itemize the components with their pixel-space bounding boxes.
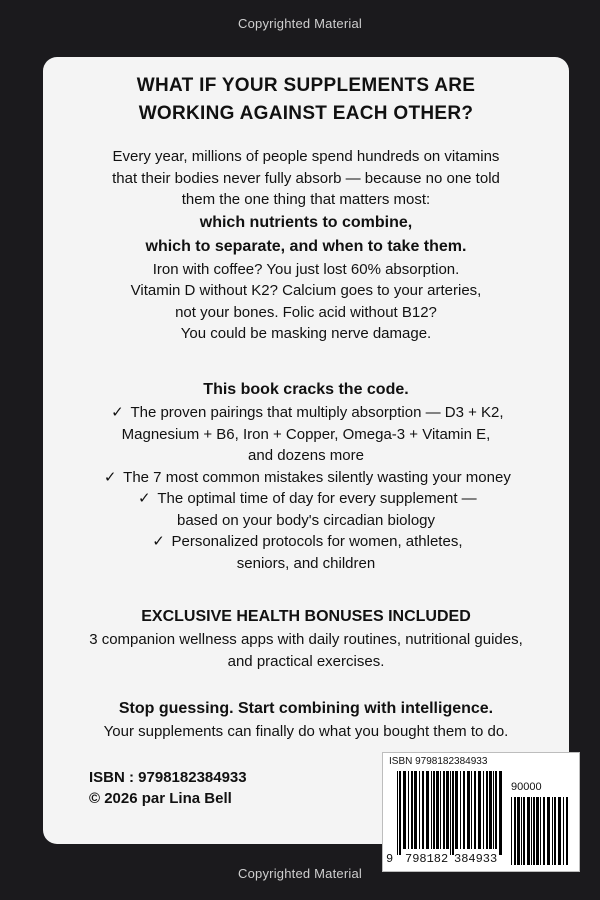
- benefits-section: [43, 378, 569, 574]
- bonus-line: and practical exercises.: [227, 652, 385, 670]
- benefit-text: The optimal time of day for every supplement —: [157, 490, 477, 507]
- barcode-digit-first: 9: [386, 852, 394, 866]
- isbn-barcode: [382, 752, 580, 872]
- benefit-item: [43, 467, 569, 489]
- closing-section: [43, 697, 569, 743]
- bonus-section: [43, 605, 569, 672]
- barcode-digits-left: 798182: [405, 852, 449, 866]
- copyright-text: © 2026 par Lina Bell: [89, 790, 232, 807]
- benefit-text: and dozens more: [248, 447, 364, 464]
- barcode-isbn-label: ISBN 9798182384933: [389, 756, 488, 767]
- isbn-text: ISBN : 9798182384933: [89, 769, 247, 786]
- copyright-watermark-bottom: Copyrighted Material: [238, 866, 362, 881]
- benefit-text: The 7 most common mistakes silently wasting your money: [123, 468, 511, 486]
- addon-barcode-bars: [511, 797, 568, 865]
- barcode-addon-digits: 90000: [511, 781, 542, 793]
- bonus-heading: EXCLUSIVE HEALTH BONUSES INCLUDED: [141, 608, 471, 625]
- benefits-heading: This book cracks the code.: [203, 381, 409, 398]
- example-line: You could be masking nerve damage.: [180, 325, 432, 342]
- checkmark-icon: ✓: [103, 468, 117, 486]
- back-cover-panel: [43, 57, 569, 844]
- intro-emphasis: which to separate, and when to take them.: [145, 237, 467, 255]
- example-line: Iron with coffee? You just lost 60% absorption.: [152, 260, 460, 278]
- example-line: Vitamin D without K2? Calcium goes to your arteries,: [130, 282, 482, 299]
- benefit-text: The proven pairings that multiply absorption — D3 + K2,: [130, 404, 504, 421]
- publication-info: [89, 767, 247, 809]
- benefit-text: seniors, and children: [236, 554, 376, 572]
- headline-line: WHAT IF YOUR SUPPLEMENTS ARE: [136, 75, 476, 96]
- closing-line: Your supplements can finally do what you bought them to do.: [103, 723, 509, 740]
- example-line: not your bones. Folic acid without B12?: [175, 303, 437, 321]
- benefit-text: Personalized protocols for women, athletes,: [171, 533, 463, 550]
- intro-line: them the one thing that matters most:: [181, 191, 431, 208]
- benefit-text: based on your body's circadian biology: [176, 511, 436, 529]
- closing-heading: Stop guessing. Start combining with intelligence.: [118, 700, 494, 717]
- copyright-watermark-top: Copyrighted Material: [238, 16, 362, 31]
- checkmark-icon: ✓: [111, 404, 124, 421]
- intro-line: Every year, millions of people spend hundreds on vitamins: [112, 148, 500, 165]
- benefit-item: [43, 488, 569, 510]
- benefit-item: [43, 531, 569, 553]
- intro-line: that their bodies never fully absorb — because no one told: [112, 169, 500, 187]
- benefit-text: Magnesium + B6, Iron + Copper, Omega-3 + Vitamin E,: [121, 425, 491, 443]
- barcode-digits-right: 384933: [454, 852, 498, 866]
- bonus-line: 3 companion wellness apps with daily routines, nutritional guides,: [89, 631, 523, 648]
- main-barcode-bars: [397, 771, 502, 855]
- benefit-item: [43, 402, 569, 424]
- checkmark-icon: ✓: [152, 533, 165, 550]
- checkmark-icon: ✓: [138, 490, 151, 507]
- intro-section: [43, 146, 569, 345]
- intro-emphasis: which nutrients to combine,: [199, 213, 413, 231]
- headline-line: WORKING AGAINST EACH OTHER?: [138, 103, 474, 124]
- cover-headline: [43, 72, 569, 128]
